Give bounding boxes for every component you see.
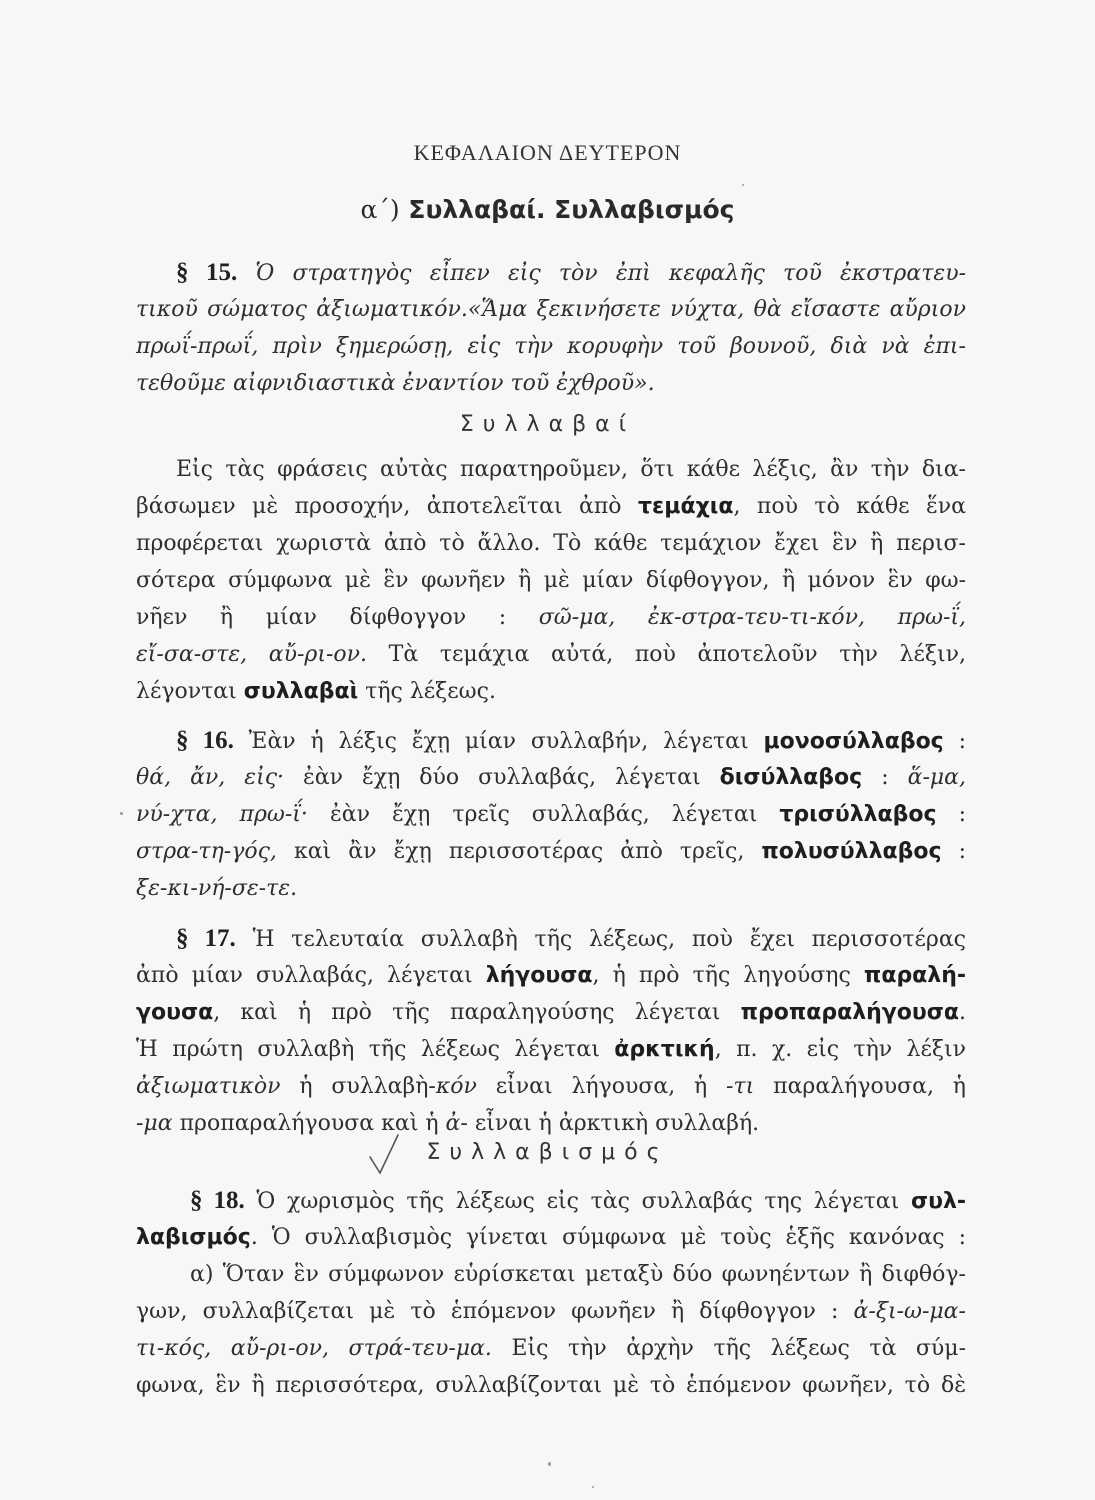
- p15-line-3: πρωΐ-πρωΐ, πρὶν ξημερώσῃ, εἰς τὴν κορυφὴν τοῦ βουνοῦ, διὰ νὰ ἐπι-: [136, 334, 966, 359]
- p15b-line-3: προφέρεται χωριστὰ ἀπὸ τὸ ἄλλο. Τὸ κάθε τεμάχιον ἔχει ἓν ἢ περισ-: [136, 531, 966, 556]
- p16-text-4b: καὶ ἂν ἔχῃ περισσοτέρας ἀπὸ τρεῖς,: [293, 839, 745, 864]
- p16-line-2: [136, 763, 966, 793]
- paragraph-mark-16: § 16.: [176, 727, 234, 754]
- p18-text-2b: . Ὁ συλλαβισμὸς γίνεται σύμφωνα μὲ τοὺς ἑξῆς κανόνας :: [250, 1225, 966, 1250]
- p16-line-1: [176, 726, 966, 757]
- p16-example-2a: θά, ἄν, εἰς·: [136, 765, 285, 790]
- p17-text-5f: παραλήγουσα, ἡ: [773, 1074, 966, 1099]
- p15b-line-4: σότερα σύμφωνα μὲ ἓν φωνῆεν ἢ μὲ μίαν δίφθογγον, ἢ μόνον ἓν φω-: [136, 568, 966, 593]
- p17-text-4c: , π. χ. εἰς τὴν λέξιν: [714, 1037, 967, 1062]
- p15b-text-7c: τῆς λέξεως.: [365, 679, 496, 704]
- term-syllavai: συλλαβαὶ: [243, 679, 359, 704]
- p16-colon-1: :: [958, 729, 966, 754]
- term-disyllavos: δισύλλαβος: [719, 765, 863, 790]
- paragraph-mark-15: § 15.: [176, 259, 238, 286]
- p16-line-4: [136, 837, 966, 867]
- p15b-line-7: [136, 677, 966, 707]
- p16-text-2b: ἐὰν ἔχῃ δύο συλλαβάς, λέγεται: [303, 765, 701, 790]
- term-paraligousa-start: παραλή-: [863, 963, 967, 988]
- p17-line-5: [136, 1072, 966, 1102]
- p15b-text-5a: νῆεν ἢ μίαν δίφθογγον :: [136, 605, 507, 630]
- term-ligousa: λήγουσα: [485, 963, 593, 988]
- p17-text-3b: , καὶ ἡ πρὸ τῆς παραληγούσης λέγεται: [213, 1000, 721, 1025]
- p17-text-4a: Ἡ πρώτη συλλαβὴ τῆς λέξεως λέγεται: [136, 1037, 600, 1062]
- p15-line-1: [176, 258, 966, 289]
- p16-text-1a: Ἐὰν ἡ λέξις ἔχῃ μίαν συλλαβήν, λέγεται: [248, 729, 749, 754]
- p18-example-5a: τι-κός, αὔ-ρι-ον, στρά-τευ-μα.: [136, 1336, 492, 1361]
- scan-speck: [742, 184, 744, 186]
- term-paraligousa-end: γουσα: [136, 1000, 214, 1025]
- p18-example-4b: ἀ-ξι-ω-μα-: [853, 1299, 966, 1324]
- scan-speck: [592, 1486, 594, 1488]
- p17-line-3: [136, 998, 966, 1028]
- p15b-example-5b: σῶ-μα, ἐκ-στρα-τευ-τι-κόν, πρω-ΐ,: [538, 605, 966, 630]
- p15b-line-2: [136, 492, 966, 522]
- p18-line-5: [136, 1334, 966, 1364]
- p16-example-3a: νύ-χτα, πρω-ΐ·: [136, 802, 308, 827]
- p17-line-4: [136, 1035, 966, 1065]
- term-proparaligousa: προπαραλήγουσα: [740, 1000, 960, 1025]
- p18-line-1: [190, 1186, 966, 1217]
- p16-text-3b: ἐὰν ἔχῃ τρεῖς συλλαβάς, λέγεται: [329, 802, 758, 827]
- p17-example-5c: -κόν: [428, 1074, 477, 1099]
- p17-text-6b: προπαραλήγουσα καὶ ἡ: [179, 1111, 439, 1136]
- p16-example-2e: ἅ-μα,: [907, 765, 967, 790]
- p17-text-2c: , ἡ πρὸ τῆς ληγούσης: [592, 963, 851, 988]
- p17-text-5d: εἶναι λήγουσα, ἡ: [495, 1074, 708, 1099]
- p15b-text-2c: , ποὺ τὸ κάθε ἕνα: [733, 494, 966, 519]
- subheading-syllables: Συλλαβαί: [459, 412, 636, 437]
- p15-line-2: τικοῦ σώματος ἀξιωματικόν.«Ἅμα ξεκινήσετε νύχτα, θὰ εἴσαστε αὔριον: [136, 297, 966, 322]
- p15b-example-6a: εἴ-σα-στε, αὔ-ρι-ον.: [136, 642, 368, 667]
- term-polysyllavos: πολυσύλλαβος: [761, 839, 942, 864]
- p17-text-6d: εἶναι ἡ ἀρκτικὴ συλλαβή.: [474, 1111, 760, 1136]
- p15b-line-6: [136, 640, 966, 670]
- p17-line-6: [136, 1109, 966, 1139]
- p16-line-3: [136, 800, 966, 830]
- section-title: [0, 195, 1095, 224]
- term-syllavismos-end: λαβισμός: [136, 1225, 251, 1250]
- term-temachia: τεμάχια: [638, 494, 734, 519]
- subheading-syllabification: Συλλαβισμός: [426, 1140, 669, 1165]
- section-title-text: Συλλαβαί. Συλλαβισμός: [408, 195, 735, 224]
- p16-line-5: ξε-κι-νή-σε-τε.: [136, 876, 298, 901]
- p18-line-6: φωνα, ἓν ἢ περισσότερα, συλλαβίζονται μὲ τὸ ἑπόμενον φωνῆεν, τὸ δὲ: [136, 1373, 966, 1398]
- p18-line-4: [136, 1297, 966, 1327]
- term-syllavismos-start: συλ-: [910, 1189, 967, 1214]
- section-number: α΄): [360, 195, 400, 224]
- p15b-line-5: [136, 603, 966, 633]
- p15b-line-1: Εἰς τὰς φράσεις αὐτὰς παρατηροῦμεν, ὅτι κάθε λέξις, ἂν τὴν δια-: [176, 457, 966, 482]
- term-monosyllavos: μονοσύλλαβος: [763, 729, 944, 754]
- p16-colon-2: :: [881, 765, 889, 790]
- scan-speck: [548, 1462, 551, 1466]
- p17-line-1: [176, 924, 966, 955]
- p18-line-2: [136, 1223, 966, 1253]
- term-arktiki: ἀρκτική: [614, 1037, 715, 1062]
- p17-text-2a: ἀπὸ μίαν συλλαβάς, λέγεται: [136, 963, 473, 988]
- p15b-text-6b: Τὰ τεμάχια αὐτά, ποὺ ἀποτελοῦν τὴν λέξιν,: [388, 642, 966, 667]
- p17-example-6a: -μα: [136, 1111, 173, 1136]
- paragraph-mark-18: § 18.: [190, 1187, 245, 1214]
- p15-line-4: τεθοῦμε αἰφνιδιαστικὰ ἐναντίον τοῦ ἐχθροῦ».: [136, 371, 655, 396]
- chapter-title: ΚΕΦΑΛΑΙΟΝ ΔΕΥΤΕΡΟΝ: [413, 140, 682, 165]
- p18-text-1a: Ὁ χωρισμὸς τῆς λέξεως εἰς τὰς συλλαβάς της λέγεται: [256, 1189, 900, 1214]
- p17-period-3: .: [959, 1000, 967, 1025]
- paragraph-mark-17: § 17.: [176, 925, 236, 952]
- p16-colon-3: :: [958, 802, 967, 827]
- p16-colon-4: :: [958, 839, 966, 864]
- p17-text-1: Ἡ τελευταία συλλαβὴ τῆς λέξεως, ποὺ ἔχει περισσοτέρας: [252, 927, 966, 952]
- p17-line-2: [136, 961, 966, 991]
- p15b-text-7a: λέγονται: [136, 679, 237, 704]
- p15b-text-2a: βάσωμεν μὲ προσοχήν, ἀποτελεῖται ἀπὸ: [136, 494, 622, 519]
- p17-text-5b: ἡ συλλαβὴ: [299, 1074, 429, 1099]
- p15-text-1: Ὁ στρατηγὸς εἶπεν εἰς τὸν ἐπὶ κεφαλῆς τοῦ ἐκστρατευ-: [255, 261, 966, 286]
- p17-example-5e: -τι: [726, 1074, 755, 1099]
- p18-text-5b: Εἰς τὴν ἀρχὴν τῆς λέξεως τὰ σύμ-: [511, 1336, 966, 1361]
- scan-speck: [120, 812, 123, 815]
- p17-example-6c: ἀ-: [445, 1111, 468, 1136]
- p16-example-4a: στρα-τη-γός,: [136, 839, 277, 864]
- term-trisyllavos: τρισύλλαβος: [779, 802, 937, 827]
- p18-text-4a: γων, συλλαβίζεται μὲ τὸ ἑπόμενον φωνῆεν ἢ δίφθογγον :: [136, 1299, 839, 1324]
- p18-line-3: α) Ὅταν ἓν σύμφωνον εὑρίσκεται μεταξὺ δύο φωνηέντων ἢ διφθόγ-: [190, 1262, 966, 1287]
- p17-example-5a: ἀξιωματικὸν: [136, 1074, 281, 1099]
